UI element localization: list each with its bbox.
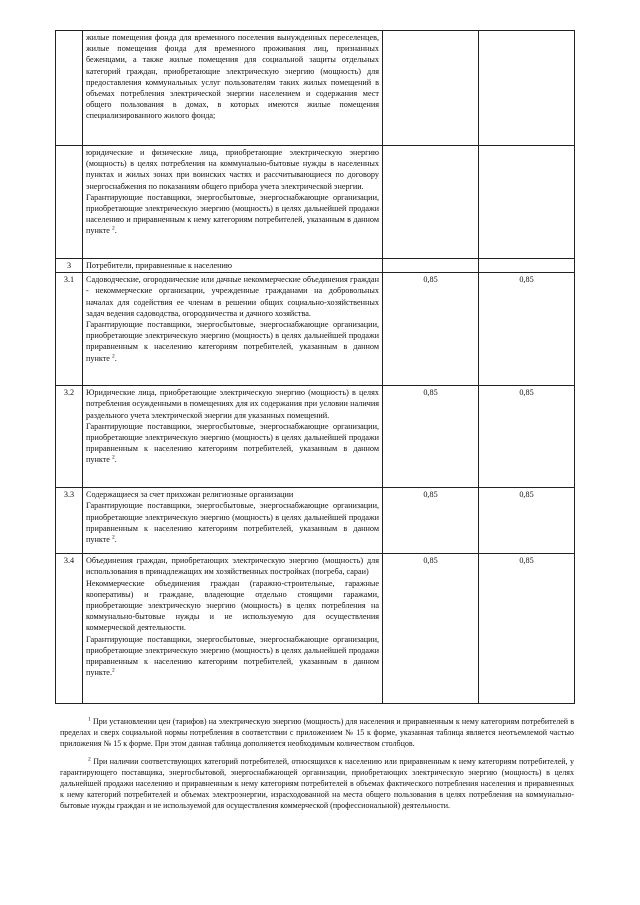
description-paragraph: Гарантирующие поставщики, энергосбытовые, энергоснабжающие организации, приобретающие электрическую энергию (мощность) в целях дальнейшей продажи населению и приравненным к нему категориям потребителей, указанным в данном пункте $^2$.	[86, 192, 379, 236]
row-number: 3.3	[56, 488, 83, 554]
value-cell: 0,85	[383, 273, 479, 386]
description-paragraph: Гарантирующие поставщики, энергосбытовые, энергоснабжающие организации, приобретающие электрическую энергию (мощность) в целях дальнейшей продажи приравненным к населению категориям потребителей, указанным в данном пункте $^2$.	[86, 501, 379, 545]
footnote-mark: 2	[112, 534, 115, 541]
row-description	[83, 273, 383, 386]
value-cell	[383, 259, 479, 273]
footnote-mark: 2	[112, 454, 115, 461]
value-cell: 0,85	[479, 554, 575, 704]
row-description	[83, 31, 383, 146]
description-paragraph: Некоммерческие объединения граждан (гаражно-строительные, гаражные кооперативы) и граждане, владеющие отдельно стоящими гаражами, приобретающие электрическую энергию (мощность) в целях потребления на коммунально-бытовые нужды и не используемую для осуществления коммерческой деятельности.	[86, 578, 379, 633]
footnote-mark: 2	[112, 225, 115, 232]
table-row	[56, 146, 575, 259]
row-number	[56, 146, 83, 259]
footnote-text: При установлении цен (тарифов) на электрическую энергию (мощность) для населения и приравненным к нему категориям потребителей в пределах и сверх социальной нормы потребления в соответствии с приложением № 15 к форме, указанная таблица является неотъемлемой частью приложения № 15 к форме. При этом данная таблица дополняется необходимым количеством столбцов.	[60, 717, 575, 748]
footnote-text: При наличии соответствующих категорий потребителей, относящихся к населению или приравненным к нему категориям потребителей, у гарантирующего поставщика, энергосбытовой, энергоснабжающей организации, приобретающих электрическую энергию (мощность) в целях дальнейшей продажи населению и приравненным к нему категориям потребителей в объемах фактического потребления населения и приравненных к нему категорий потребителей и объемах электроэнергии, израсходованной на места общего пользования в целях потребления на коммунально-бытовые нужды граждан и не используемой для осуществления коммерческой (профессиональной) деятельности.	[60, 757, 575, 810]
row-description	[83, 386, 383, 488]
description-paragraph: Гарантирующие поставщики, энергосбытовые, энергоснабжающие организации, приобретающие электрическую энергию (мощность) в целях дальнейшей продажи приравненным к населению категориям потребителей, указанным в данном пункте.$^2$	[86, 634, 379, 678]
value-cell	[383, 146, 479, 259]
description-paragraph: Объединения граждан, приобретающих электрическую энергию (мощность) для использования в принадлежащих им хозяйственных постройках (погреба, сараи)	[86, 556, 379, 577]
footnotes	[60, 716, 574, 818]
description-paragraph: жилые помещения фонда для временного поселения вынужденных переселенцев, жилые помещения фонда для временного проживания лиц, признанных беженцами, а также жилые помещения для социальной защиты отдельных категорий граждан, приобретающие электрическую энергию (мощность) для предоставления коммунальных услуг пользователям таких жилых помещений в объемах потребления электрической энергии населением и содержания мест общего пользования в домах, в которых имеются жилые помещения специализированного жилого фонда;	[86, 33, 379, 121]
value-cell: 0,85	[479, 273, 575, 386]
description-paragraph: Гарантирующие поставщики, энергосбытовые, энергоснабжающие организации, приобретающие электрическую энергию (мощность) в целях дальнейшей продажи приравненным к населению категориям потребителей, указанным в данном пункте $^2$.	[86, 320, 379, 363]
table-row	[56, 259, 575, 273]
footnote-mark: 1	[88, 716, 91, 723]
footnote-mark: 2	[88, 756, 91, 763]
description-paragraph: Гарантирующие поставщики, энергосбытовые, энергоснабжающие организации, приобретающие электрическую энергию (мощность) в целях дальнейшей продажи приравненным к населению категориям потребителей, указанным в данном пункте $^2$.	[86, 421, 379, 465]
value-cell	[479, 31, 575, 146]
row-number: 3.1	[56, 273, 83, 386]
row-number: 3	[56, 259, 83, 273]
value-cell: 0,85	[479, 488, 575, 554]
description-paragraph: Юридические лица, приобретающие электрическую энергию (мощность) в целях потребления осужденными в помещениях для их содержания при условии наличия раздельного учета электрической энергии для указанных помещений.	[86, 388, 379, 420]
table-row	[56, 31, 575, 146]
value-cell: 0,85	[383, 554, 479, 704]
table-row	[56, 488, 575, 554]
value-cell	[479, 259, 575, 273]
description-paragraph: Содержащиеся за счет прихожан религиозные организации	[86, 490, 294, 500]
table-row	[56, 386, 575, 488]
row-description	[83, 488, 383, 554]
row-number: 3.2	[56, 386, 83, 488]
value-cell	[479, 146, 575, 259]
value-cell	[383, 31, 479, 146]
tariff-table	[55, 30, 575, 704]
table-row	[56, 273, 575, 386]
row-description	[83, 259, 383, 273]
footnote	[60, 716, 574, 749]
table-row	[56, 554, 575, 704]
footnote-mark: 2	[112, 667, 115, 674]
row-number: 3.4	[56, 554, 83, 704]
description-paragraph: юридические и физические лица, приобретающие электрическую энергию (мощность) в целях потребления на коммунально-бытовые нужды в населенных пунктах и жилых зонах при воинских частях и рассчитывающиеся по договору энергоснабжения по показаниям общего прибора учета электрической энергии.	[86, 148, 379, 191]
value-cell: 0,85	[479, 386, 575, 488]
value-cell: 0,85	[383, 386, 479, 488]
row-description	[83, 554, 383, 704]
row-description	[83, 146, 383, 259]
footnote-mark: 2	[112, 352, 115, 359]
description-paragraph: Садоводческие, огороднические или дачные некоммерческие объединения граждан - некоммерческие организации, учрежденные гражданами на добровольных началах для содействия ее членам в решении общих социально-хозяйственных задач ведения садоводства, огородничества и дачного хозяйства.	[86, 275, 379, 318]
footnote	[60, 756, 574, 811]
value-cell: 0,85	[383, 488, 479, 554]
description-paragraph: Потребители, приравненные к населению	[86, 261, 233, 270]
row-number	[56, 31, 83, 146]
